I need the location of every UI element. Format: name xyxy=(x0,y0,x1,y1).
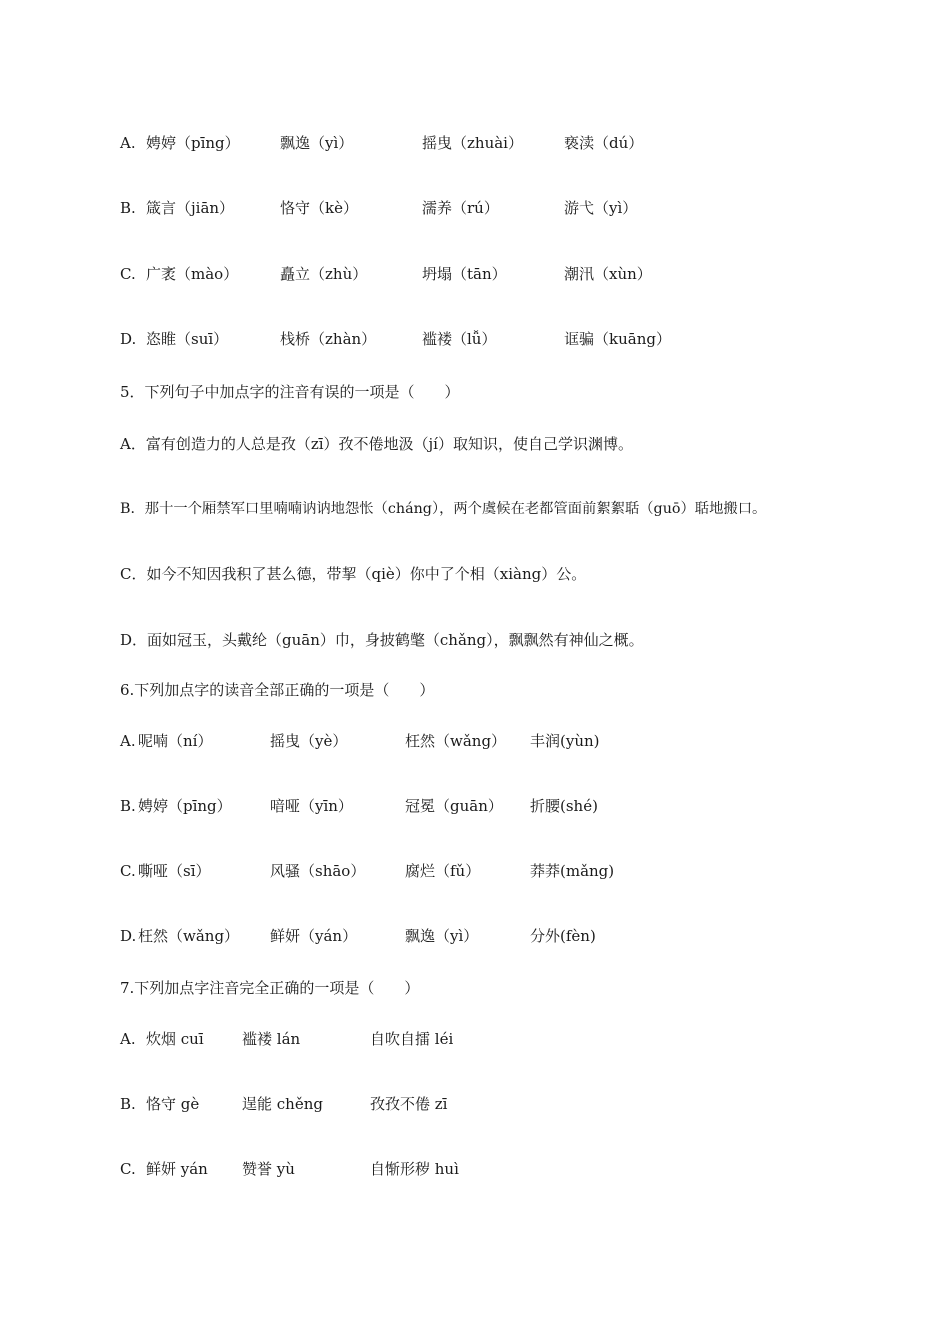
option-label: C. xyxy=(120,862,136,880)
option-item: 恪守 gè xyxy=(146,1095,200,1113)
option-item: 亵渎（dú） xyxy=(564,134,644,152)
q5-option-c: C．如今不知因我积了甚么德，带挈（qiè）你中了个相（xiàng）公。 xyxy=(120,565,587,583)
option-item: 自吹自擂 léi xyxy=(370,1030,454,1048)
option-item: 飘逸（yì） xyxy=(280,134,354,152)
option-item: 褴褛（lǚ） xyxy=(422,330,497,348)
option-item: 枉然（wǎng） xyxy=(405,732,507,750)
q6-stem: 6.下列加点字的读音全部正确的一项是（ ） xyxy=(120,681,435,699)
option-item: 逞能 chěng xyxy=(242,1095,323,1113)
option-label: B. xyxy=(120,797,136,815)
option-item: 枉然（wǎng） xyxy=(138,927,240,945)
option-item: 摇曳（yè） xyxy=(270,732,348,750)
option-item: 娉婷（pīng） xyxy=(138,797,232,815)
option-label: C. xyxy=(120,265,136,283)
option-item: 广袤（mào） xyxy=(146,265,239,283)
option-item: 嘶哑（sī） xyxy=(138,862,211,880)
option-item: 腐烂（fǔ） xyxy=(405,862,481,880)
option-item: 呢喃（ní） xyxy=(138,732,213,750)
option-label: B. xyxy=(120,1095,136,1113)
option-item: 折腰(shé) xyxy=(530,797,598,815)
option-item: 飘逸（yì） xyxy=(405,927,479,945)
option-item: 濡养（rú） xyxy=(422,199,499,217)
option-item: 矗立（zhù） xyxy=(280,265,368,283)
q5-option-d: D．面如冠玉，头戴纶（guān）巾，身披鹤氅（chǎng），飘飘然有神仙之概。 xyxy=(120,631,644,649)
option-item: 潮汛（xùn） xyxy=(564,265,652,283)
option-item: 丰润(yùn) xyxy=(530,732,600,750)
option-item: 风骚（shāo） xyxy=(270,862,366,880)
option-item: 坍塌（tān） xyxy=(422,265,507,283)
option-item: 恣睢（suī） xyxy=(146,330,229,348)
option-item: 褴褛 lán xyxy=(242,1030,301,1048)
option-item: 鲜妍（yán） xyxy=(270,927,358,945)
option-item: 诓骗（kuāng） xyxy=(564,330,671,348)
option-item: 冠冕（guān） xyxy=(405,797,503,815)
option-item: 喑哑（yīn） xyxy=(270,797,353,815)
option-label: A. xyxy=(120,1030,136,1048)
option-item: 恪守（kè） xyxy=(280,199,358,217)
option-item: 炊烟 cuī xyxy=(146,1030,204,1048)
option-label: A. xyxy=(120,732,136,750)
option-item: 分外(fèn) xyxy=(530,927,596,945)
q7-stem: 7.下列加点字注音完全正确的一项是（ ） xyxy=(120,979,420,997)
option-item: 自惭形秽 huì xyxy=(370,1160,459,1178)
option-item: 莽莽(mǎng) xyxy=(530,862,615,880)
option-label: A. xyxy=(120,134,136,152)
option-label: C. xyxy=(120,1160,136,1178)
option-label: D. xyxy=(120,330,137,348)
option-item: 赞誉 yù xyxy=(242,1160,295,1178)
option-label: B. xyxy=(120,199,136,217)
q5-stem: 5．下列句子中加点字的注音有误的一项是（ ） xyxy=(120,383,460,401)
q5-option-b: B．那十一个厢禁军口里喃喃讷讷地怨怅（cháng），两个虞候在老都管面前絮絮聒（guō）聒地搬口。 xyxy=(120,501,767,517)
option-item: 栈桥（zhàn） xyxy=(280,330,377,348)
q5-option-a: A．富有创造力的人总是孜（zī）孜不倦地汲（jí）取知识，使自己学识渊博。 xyxy=(120,435,633,453)
option-item: 娉婷（pīng） xyxy=(146,134,240,152)
option-item: 孜孜不倦 zī xyxy=(370,1095,448,1113)
option-item: 箴言（jiān） xyxy=(146,199,235,217)
option-item: 摇曳（zhuài） xyxy=(422,134,523,152)
option-label: D. xyxy=(120,927,137,945)
option-item: 鲜妍 yán xyxy=(146,1160,208,1178)
option-item: 游弋（yì） xyxy=(564,199,638,217)
